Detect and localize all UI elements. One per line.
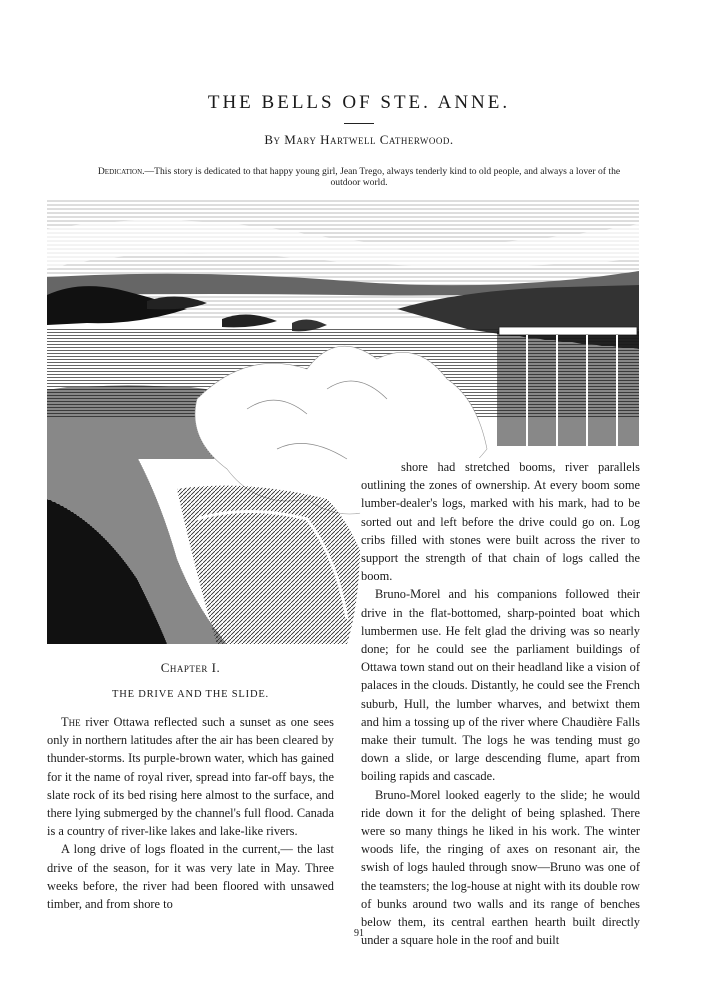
paragraph-lead-word: The: [61, 715, 81, 729]
chapter-heading: Chapter I.: [160, 660, 221, 675]
dedication-text: —This story is dedicated to that happy young girl, Jean Trego, always tenderly kind to old people, and always a lover of the outdoor world.: [144, 166, 621, 188]
right-paragraph-3: Bruno-Morel looked eagerly to the slide; he would ride down it for the delight of being splashed. There were so many things he liked in his work. The winter woods life, the ringing of axes on resonant air, the swish of logs hauled through snow—Bruno was one of the teamsters; the log-house at night with its double row of bunks around two walls and its range of benches below them, its central earthen hearth built directly under a square hole in the roof and built: [361, 787, 640, 948]
dedication-label: Dedication.: [97, 166, 145, 177]
log-crib: [497, 327, 639, 446]
page-number: 91: [354, 928, 364, 939]
article-byline: By Mary Hartwell Catherwood.: [264, 132, 454, 147]
right-paragraph-2: Bruno-Morel and his companions followed their drive in the flat-bottomed, sharp-pointed boat which lumbermen use. He felt glad the driving was so nearly done; for he could see the parliament buildings of Ottawa town stand out on their headland like a vision of palaces in the clouds. Distantly, he could see the French suburb, Hull, the lumber wharves, and betwixt them and him a tossing up of the river where Chaudière Falls make their tumult. The logs he was tending must go down a slide, or large descending flume, apart from boiling rapids and cascade.: [361, 587, 640, 784]
article-title: THE BELLS OF STE. ANNE.: [207, 92, 511, 113]
left-paragraph-2: A long drive of logs floated in the current,— the last drive of the season, for it was very late in May. Three weeks before, the river had been floored with unsawed timber, and from shore to: [47, 842, 334, 912]
left-paragraph-1-text: river Ottawa reflected such a sunset as one sees only in northern latitudes after the air has been cleared by thunder-storms. Its purple-brown water, which has gained for it the name of royal river, spread into far-off bays, the slate rock of its bed rising here almost to the surface, and there lying submerged by the channel's full flood. Canada is a country of river-like lakes and lake-like rivers.: [47, 715, 334, 839]
chapter-subtitle: THE DRIVE AND THE SLIDE.: [112, 689, 269, 700]
right-column: [361, 458, 640, 949]
left-column: [47, 713, 334, 913]
right-paragraph-1: shore had stretched booms, river parallels outlining the zones of ownership. At every boom some lumber-dealer's logs, marked with his mark, had to be sorted out and left before the drive could go on. Log cribs filled with stones were built across the river to support the strength of that chain of logs called the boom.: [361, 460, 640, 584]
dedication: [96, 166, 622, 188]
title-rule: [344, 123, 374, 124]
left-paragraph-1: [47, 713, 334, 840]
